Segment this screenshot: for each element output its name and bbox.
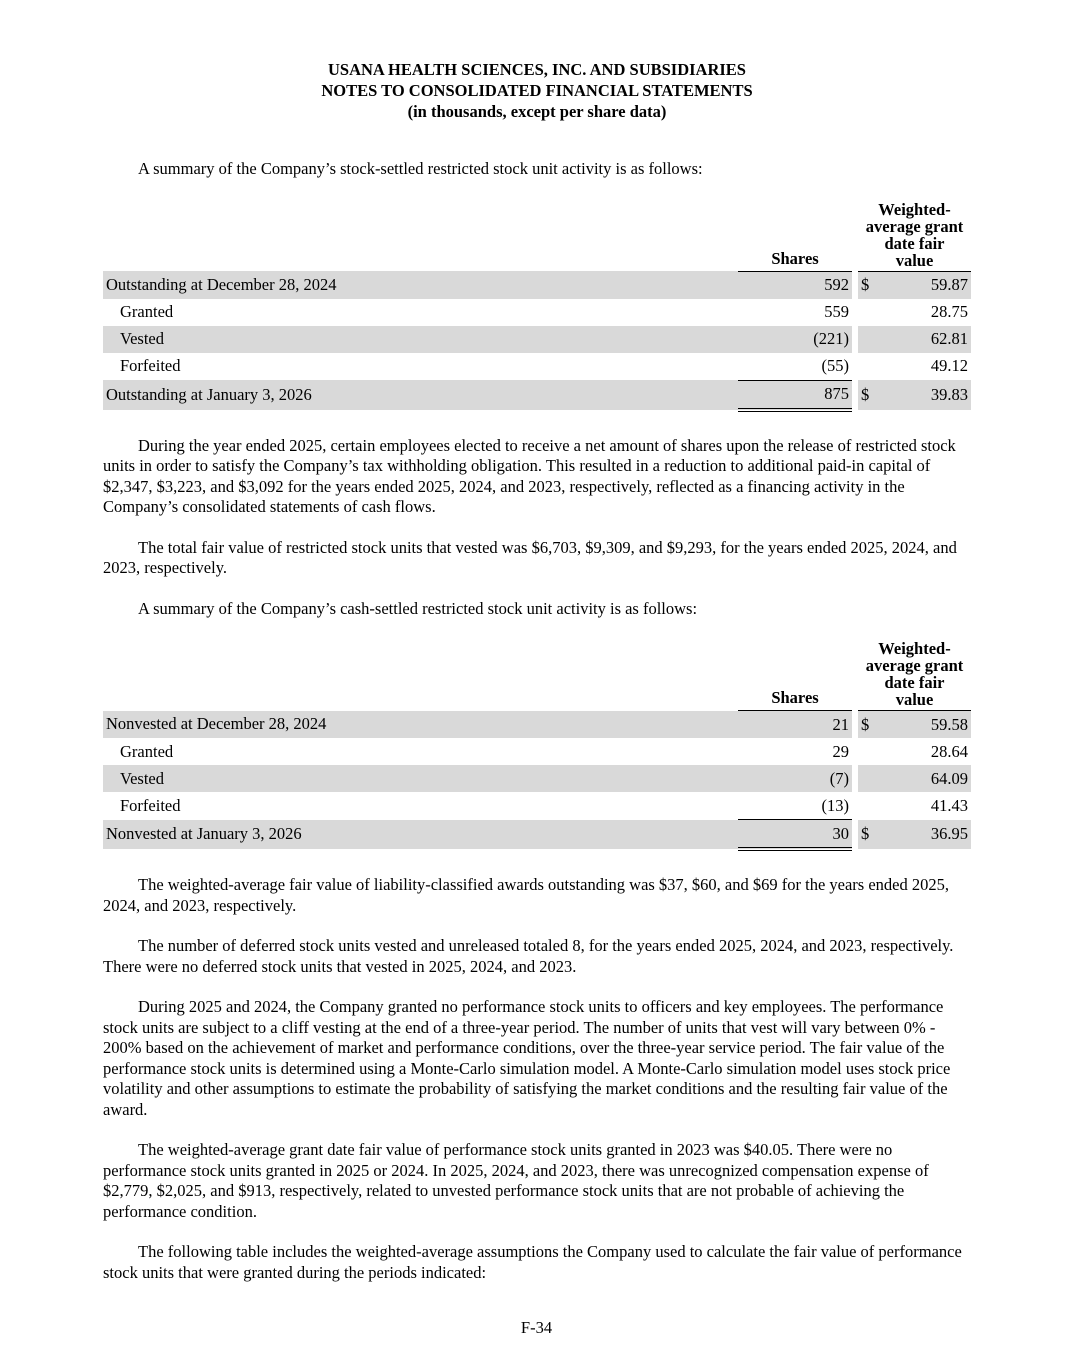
shares-value: 21 (738, 711, 852, 739)
shares-value: 592 (738, 271, 852, 299)
fair-value-header-line: date fair (884, 233, 945, 253)
shares-value: (221) (738, 326, 852, 353)
row-label: Vested (103, 326, 738, 353)
document-header (103, 59, 971, 122)
blank-header-cell (103, 640, 738, 711)
shares-value: 875 (738, 380, 852, 410)
fair-value: 49.12 (930, 356, 968, 376)
fair-value-header-line: Weighted- (878, 199, 951, 219)
company-name: USANA HEALTH SCIENCES, INC. AND SUBSIDIARIES (328, 60, 746, 79)
table-row (103, 353, 971, 381)
shares-value: (55) (821, 356, 849, 375)
fair-value: 36.95 (882, 820, 971, 850)
table-row (103, 792, 971, 820)
shares-value: 559 (824, 302, 849, 321)
table-row (103, 326, 971, 353)
currency-symbol: $ (858, 380, 882, 410)
shares-column-header: Shares (738, 201, 852, 272)
currency-symbol (858, 326, 882, 353)
fair-value-column-header (858, 201, 971, 272)
table-row (103, 738, 971, 765)
shares-value: 29 (832, 741, 849, 761)
fair-value-header-line: Weighted- (878, 639, 951, 658)
fair-value: 59.58 (882, 711, 971, 739)
table-row (103, 765, 971, 792)
currency-symbol (858, 299, 882, 326)
row-label: Forfeited (120, 795, 181, 815)
fair-value-header-line: value (895, 690, 934, 709)
row-label: Vested (103, 765, 738, 792)
row-label: Outstanding at January 3, 2026 (103, 380, 738, 410)
fair-value: 28.64 (930, 741, 968, 761)
currency-symbol (858, 738, 882, 765)
shares-value: 30 (738, 820, 852, 850)
fair-value: 41.43 (930, 795, 968, 815)
row-label: Forfeited (120, 356, 181, 376)
fair-value: 28.75 (930, 302, 968, 321)
paragraph-cash-settled-intro: A summary of the Company’s cash-settled restricted stock unit activity is as follows: (138, 598, 698, 618)
fair-value-header-line: average grant (865, 656, 964, 675)
stock-settled-rsu-table (103, 201, 971, 412)
paragraph-liability-classified: The weighted-average fair value of liability-classified awards outstanding was $37, $60, and $69 for the years ended 2025, 2024, and 2023, respectively. (103, 875, 949, 915)
fair-value: 64.09 (882, 765, 971, 792)
fair-value-header-line: value (895, 250, 934, 270)
currency-symbol: $ (858, 271, 882, 299)
paragraph-psu-description: During 2025 and 2024, the Company granted no performance stock units to officers and key employees. The performance stock units are subject to a cliff vesting at the end of a three-year period. The number of units that vest will vary between 0% - 200% based on the achievement of market and performance conditions, over the three-year service period. The fair value of the performance stock units is determined using a Monte-Carlo simulation model. A Monte-Carlo simulation model uses stock price volatility and other assumptions to estimate the probability of satisfying the market conditions and the resulting fair value of the award. (103, 997, 951, 1119)
table-row (103, 299, 971, 326)
table-header-row (103, 201, 971, 272)
fair-value-header-line: date fair (884, 673, 945, 692)
paragraph-deferred-stock-units: The number of deferred stock units vested and unreleased totaled 8, for the years ended 2025, 2024, and 2023, respectively. There were no deferred stock units that vested in 2025, 2024, and 2023. (103, 936, 954, 976)
row-label: Granted (120, 741, 174, 761)
units-note: (in thousands, except per share data) (407, 102, 667, 121)
paragraph-assumptions-intro: The following table includes the weighted-average assumptions the Company used to calculate the fair value of performance stock units that were granted during the periods indicated: (103, 1242, 962, 1282)
shares-value: (13) (821, 795, 849, 815)
document-title: NOTES TO CONSOLIDATED FINANCIAL STATEMENTS (321, 81, 753, 100)
table-row (103, 711, 971, 739)
table-header-row (103, 640, 971, 711)
paragraph-net-share-settlement: During the year ended 2025, certain employees elected to receive a net amount of shares upon the release of restricted stock units in order to satisfy the Company’s tax withholding obligation. This resulted in a reduction to additional paid-in capital of $2,347, $3,223, and $3,092 for the years ended 2025, 2024, and 2023, respectively, reflected as a financing activity in the Company’s consolidated statements of cash flows. (103, 435, 956, 516)
shares-value: (7) (738, 765, 852, 792)
table-total-row (103, 380, 971, 410)
currency-symbol: $ (858, 711, 882, 739)
blank-header-cell (103, 201, 738, 272)
row-label: Granted (120, 302, 174, 321)
fair-value: 59.87 (882, 271, 971, 299)
paragraph-psu-fair-value: The weighted-average grant date fair value of performance stock units granted in 2023 was $40.05. There were no performance stock units granted in 2025 or 2024. In 2025, 2024, and 2023, there was unrecognized compensation expense of $2,779, $2,025, and $913, respectively, related to unvested performance stock units that are not probable of achieving the performance condition. (103, 1140, 929, 1221)
table-row (103, 271, 971, 299)
fair-value: 62.81 (882, 326, 971, 353)
row-label: Nonvested at January 3, 2026 (103, 820, 738, 850)
fair-value: 39.83 (882, 380, 971, 410)
row-label: Outstanding at December 28, 2024 (103, 271, 738, 299)
currency-symbol: $ (858, 820, 882, 850)
fair-value-column-header (858, 640, 971, 711)
table-total-row (103, 820, 971, 850)
currency-symbol (858, 765, 882, 792)
page-number: F-34 (520, 1317, 553, 1337)
fair-value-header-line: average grant (865, 216, 964, 236)
paragraph-stock-settled-intro: A summary of the Company’s stock-settled restricted stock unit activity is as follows: (138, 159, 703, 178)
paragraph-total-fair-value-vested: The total fair value of restricted stock units that vested was $6,703, $9,309, and $9,293, for the years ended 2025, 2024, and 2023, respectively. (103, 537, 957, 577)
currency-symbol (858, 353, 882, 381)
row-label: Nonvested at December 28, 2024 (103, 711, 738, 739)
currency-symbol (858, 792, 882, 820)
shares-column-header: Shares (738, 640, 852, 711)
cash-settled-rsu-table (103, 640, 971, 851)
